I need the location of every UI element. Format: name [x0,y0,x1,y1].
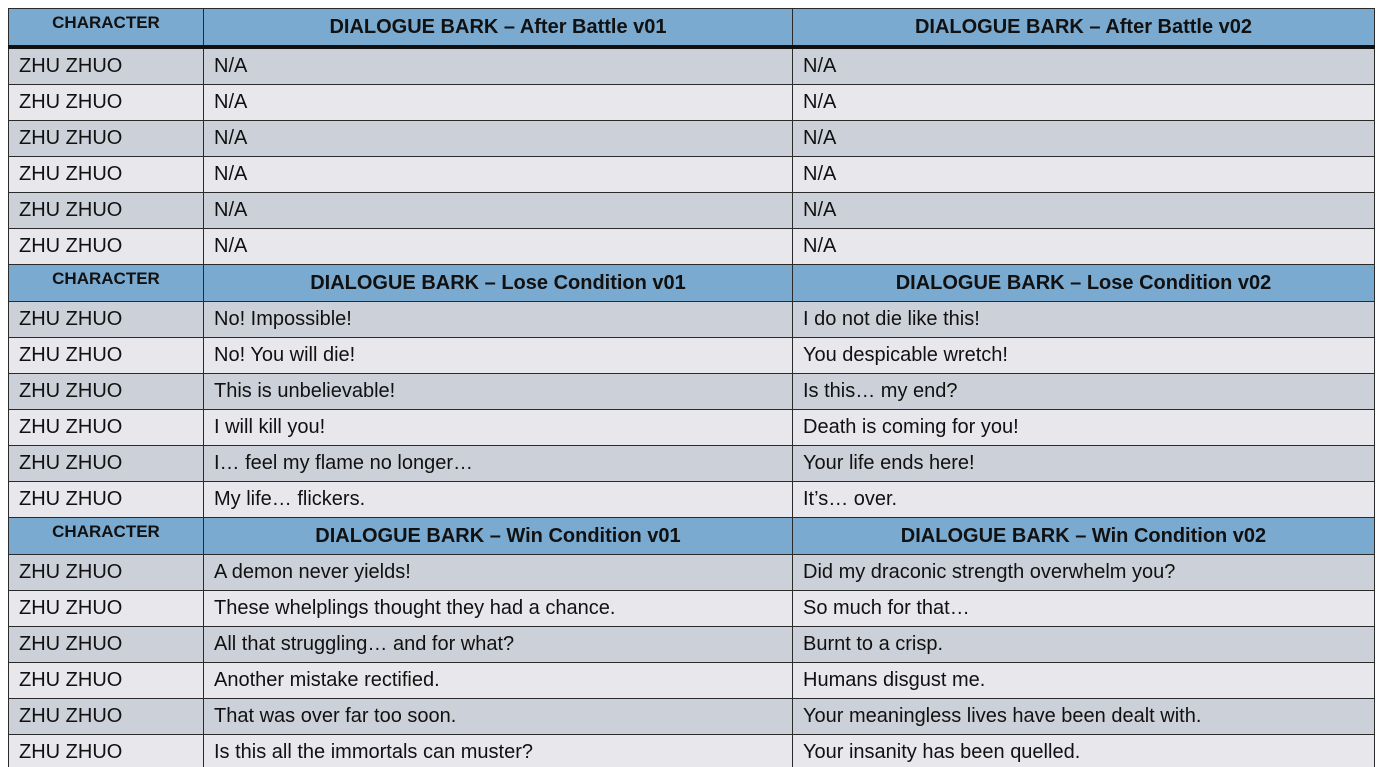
section-header-row [9,265,1375,302]
table-row [9,229,1375,265]
table-row [9,121,1375,157]
bark-v01-cell: N/A [204,85,793,121]
table-row [9,663,1375,699]
character-name-cell: ZHU ZHUO [9,735,204,767]
bark-v02-cell: Burnt to a crisp. [793,627,1375,663]
bark-v02-cell: It’s… over. [793,482,1375,518]
bark-v02-column-header: DIALOGUE BARK – After Battle v02 [793,9,1375,48]
table-row [9,699,1375,735]
bark-v02-cell: N/A [793,157,1375,193]
bark-v02-column-header: DIALOGUE BARK – Lose Condition v02 [793,265,1375,302]
table-row [9,157,1375,193]
section-header-row [9,9,1375,48]
bark-v01-cell: All that struggling… and for what? [204,627,793,663]
character-name-cell: ZHU ZHUO [9,663,204,699]
dialogue-bark-table [8,8,1375,767]
bark-v01-cell: No! Impossible! [204,302,793,338]
table-row [9,338,1375,374]
bark-v01-cell: These whelplings thought they had a chance. [204,591,793,627]
character-name-cell: ZHU ZHUO [9,121,204,157]
bark-v02-cell: N/A [793,229,1375,265]
table-row [9,627,1375,663]
bark-v01-cell: N/A [204,121,793,157]
bark-v02-cell: N/A [793,193,1375,229]
bark-v02-cell: N/A [793,47,1375,85]
table-row [9,374,1375,410]
bark-v02-cell: Your meaningless lives have been dealt with. [793,699,1375,735]
table-row [9,302,1375,338]
bark-v02-cell: Humans disgust me. [793,663,1375,699]
character-name-cell: ZHU ZHUO [9,482,204,518]
bark-v02-cell: I do not die like this! [793,302,1375,338]
dialogue-bark-table-body [9,9,1375,767]
character-name-cell: ZHU ZHUO [9,302,204,338]
bark-v01-column-header: DIALOGUE BARK – After Battle v01 [204,9,793,48]
character-column-header: CHARACTER [9,518,204,555]
table-row [9,735,1375,767]
section-header-row [9,518,1375,555]
bark-v01-cell: Another mistake rectified. [204,663,793,699]
bark-v01-cell: No! You will die! [204,338,793,374]
character-name-cell: ZHU ZHUO [9,446,204,482]
table-row [9,555,1375,591]
bark-v02-cell: So much for that… [793,591,1375,627]
bark-v01-cell: This is unbelievable! [204,374,793,410]
character-name-cell: ZHU ZHUO [9,47,204,85]
character-column-header: CHARACTER [9,265,204,302]
bark-v01-column-header: DIALOGUE BARK – Win Condition v01 [204,518,793,555]
bark-v01-cell: I will kill you! [204,410,793,446]
bark-v02-column-header: DIALOGUE BARK – Win Condition v02 [793,518,1375,555]
bark-v01-cell: N/A [204,157,793,193]
bark-v02-cell: You despicable wretch! [793,338,1375,374]
bark-v02-cell: Your life ends here! [793,446,1375,482]
bark-v02-cell: Did my draconic strength overwhelm you? [793,555,1375,591]
bark-v01-cell: N/A [204,47,793,85]
table-row [9,591,1375,627]
character-name-cell: ZHU ZHUO [9,229,204,265]
character-column-header: CHARACTER [9,9,204,48]
character-name-cell: ZHU ZHUO [9,193,204,229]
bark-v01-cell: A demon never yields! [204,555,793,591]
table-row [9,193,1375,229]
table-row [9,410,1375,446]
table-row [9,482,1375,518]
bark-v02-cell: Death is coming for you! [793,410,1375,446]
bark-v01-cell: I… feel my flame no longer… [204,446,793,482]
table-row [9,85,1375,121]
bark-v01-cell: N/A [204,229,793,265]
table-row [9,47,1375,85]
character-name-cell: ZHU ZHUO [9,591,204,627]
character-name-cell: ZHU ZHUO [9,627,204,663]
bark-v01-cell: N/A [204,193,793,229]
bark-v02-cell: N/A [793,85,1375,121]
character-name-cell: ZHU ZHUO [9,338,204,374]
bark-v01-cell: My life… flickers. [204,482,793,518]
bark-v01-cell: That was over far too soon. [204,699,793,735]
character-name-cell: ZHU ZHUO [9,374,204,410]
character-name-cell: ZHU ZHUO [9,85,204,121]
bark-v01-column-header: DIALOGUE BARK – Lose Condition v01 [204,265,793,302]
character-name-cell: ZHU ZHUO [9,157,204,193]
bark-v01-cell: Is this all the immortals can muster? [204,735,793,767]
character-name-cell: ZHU ZHUO [9,699,204,735]
character-name-cell: ZHU ZHUO [9,410,204,446]
character-name-cell: ZHU ZHUO [9,555,204,591]
bark-v02-cell: N/A [793,121,1375,157]
table-row [9,446,1375,482]
bark-v02-cell: Is this… my end? [793,374,1375,410]
bark-v02-cell: Your insanity has been quelled. [793,735,1375,767]
